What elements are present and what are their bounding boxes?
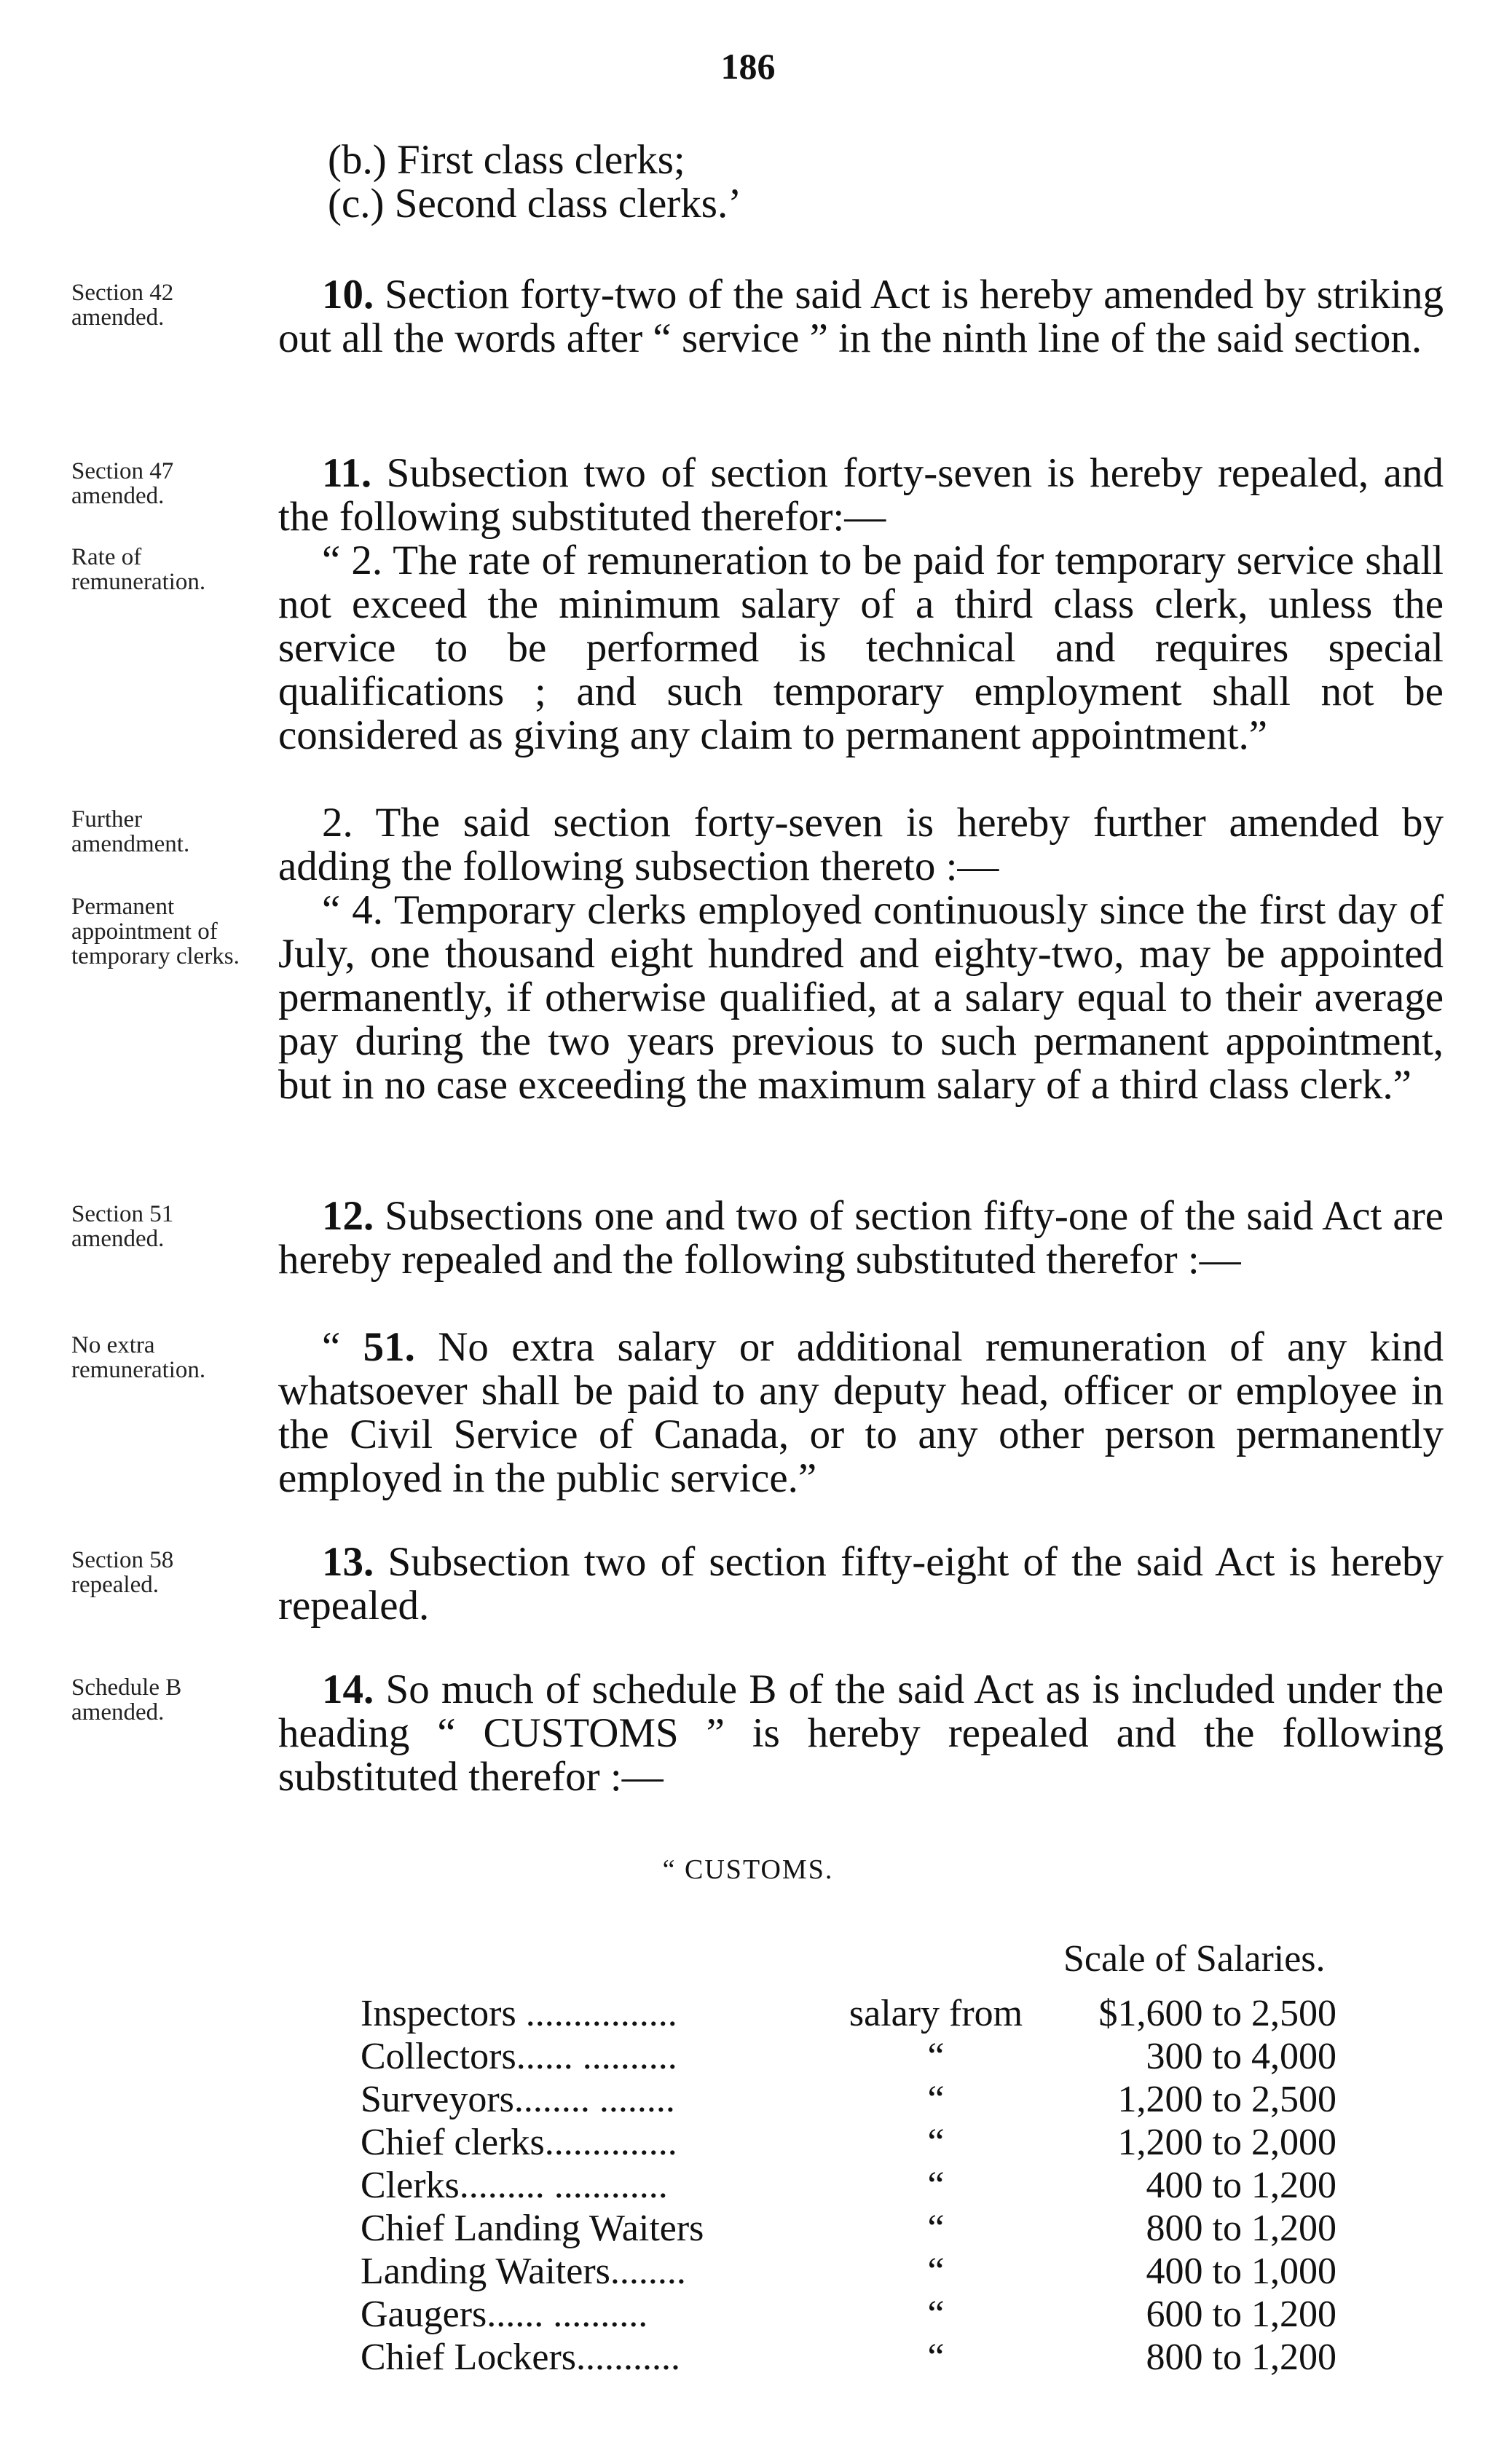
position-title: Clerks......... ............ [361, 2165, 668, 2206]
margin-note: Further amendment. [71, 806, 190, 857]
ditto-mark: “ [927, 2036, 945, 2077]
scale-of-salaries-heading: Scale of Salaries. [1063, 1938, 1326, 1980]
table-row [361, 2164, 1336, 2207]
salary-range: 800 to 1,200 [1146, 2208, 1336, 2249]
table-row [361, 2121, 1336, 2164]
customs-heading: “ CUSTOMS. [662, 1854, 834, 1885]
salary-range: 400 to 1,200 [1146, 2165, 1336, 2206]
ditto-mark: “ [927, 2122, 945, 2163]
position-title: Gaugers...... .......... [361, 2294, 648, 2335]
page-number: 186 [720, 46, 776, 87]
margin-note: No extra remuneration. [71, 1332, 206, 1383]
list-item: (b.) First class clerks; [328, 137, 685, 183]
salary-range: 800 to 1,200 [1146, 2337, 1336, 2378]
margin-note: Section 51 amended. [71, 1201, 174, 1252]
table-row [361, 1992, 1336, 2035]
ditto-mark: “ [927, 2294, 945, 2335]
margin-note: Section 47 amended. [71, 458, 174, 509]
table-row [361, 2078, 1336, 2121]
subsection-paragraph: “ 51. No extra salary or additional remuneration of any kind whatsoever shall be paid to any deputy head, officer or employee in the Civil Service of Canada, or to any other person permanently employed in the public service.” [278, 1324, 1444, 1501]
section-12 [278, 1194, 1444, 1282]
section-number: 13. [322, 1539, 374, 1585]
section-number: 10. [322, 272, 374, 318]
section-text: So much of schedule B of the said Act as is included under the heading “ CUSTOMS ” is hereby repealed and the following substituted therefor :— [278, 1666, 1444, 1800]
ditto-mark: “ [927, 2337, 945, 2378]
intro-list [328, 138, 1275, 226]
position-title: Chief Landing Waiters [361, 2208, 704, 2249]
position-title: Chief Lockers........... [361, 2337, 681, 2378]
subsection-paragraph: “ 4. Temporary clerks employed continuously since the first day of July, one thousand eight hundred and eighty-two, may be appointed permanently, if otherwise qualified, at a salary equal to their average pay during the two years previous to such permanent appointment, but in no case exceeding the maximum salary of a third class clerk.” [278, 887, 1444, 1108]
margin-note: Schedule B amended. [71, 1674, 182, 1725]
margin-note: Section 42 amended. [71, 280, 174, 331]
section-text: Subsection two of section fifty-eight of the said Act is hereby repealed. [278, 1539, 1444, 1629]
table-row [361, 2293, 1336, 2336]
section-number: 12. [322, 1193, 374, 1239]
ditto-mark: “ [927, 2251, 945, 2292]
salary-range: 1,200 to 2,000 [1117, 2122, 1336, 2163]
ditto-mark: “ [927, 2079, 945, 2120]
position-title: Surveyors........ ........ [361, 2079, 675, 2120]
section-number: 14. [322, 1666, 374, 1712]
section-10 [278, 273, 1444, 361]
section-text: Subsection two of section forty-seven is hereby repealed, and the following substituted therefor:— [278, 450, 1444, 540]
table-row [361, 2250, 1336, 2293]
margin-note: Permanent appointment of temporary clerks. [71, 894, 240, 969]
salary-range: 300 to 4,000 [1146, 2036, 1336, 2077]
section-text: No extra salary or additional remuneration of any kind whatsoever shall be paid to any deputy head, officer or employee in the Civil Service of Canada, or to any other person permanently employed in the public service.” [278, 1324, 1444, 1501]
subsection-paragraph: “ 2. The rate of remuneration to be paid for temporary service shall not exceed the minimum salary of a third class clerk, unless the service to be performed is technical and requires special qualifications ; and such temporary employment shall not be considered as giving any claim to permanent appointment.” [278, 538, 1444, 758]
section-14 [278, 1668, 1444, 1799]
salary-range: 600 to 1,200 [1146, 2294, 1336, 2335]
section-text: Section forty-two of the said Act is hereby amended by striking out all the words after “ service ” in the ninth line of the said section. [278, 272, 1444, 361]
position-title: Landing Waiters........ [361, 2251, 686, 2292]
table-row [361, 2035, 1336, 2078]
section-13 [278, 1540, 1444, 1628]
table-row [361, 2336, 1336, 2379]
list-item: (c.) Second class clerks.’ [328, 181, 742, 227]
ditto-mark: salary from [849, 1993, 1023, 2034]
ditto-mark: “ [927, 2208, 945, 2249]
section-number: 51. [363, 1324, 415, 1370]
ditto-mark: “ [927, 2165, 945, 2206]
position-title: Inspectors ................ [361, 1993, 677, 2034]
position-title: Collectors...... .......... [361, 2036, 677, 2077]
section-number: 11. [322, 450, 372, 496]
salary-table [361, 1992, 1336, 2379]
table-row [361, 2207, 1336, 2250]
salary-range: 1,200 to 2,500 [1117, 2079, 1336, 2120]
salary-range: 400 to 1,000 [1146, 2251, 1336, 2292]
margin-note: Rate of remuneration. [71, 544, 206, 595]
section-11 [278, 452, 1444, 539]
subsection-paragraph: 2. The said section forty-seven is hereby further amended by adding the following subsection thereto :— [278, 800, 1444, 889]
position-title: Chief clerks.............. [361, 2122, 677, 2163]
margin-note: Section 58 repealed. [71, 1547, 174, 1598]
section-text: Subsections one and two of section fifty-one of the said Act are hereby repealed and the following substituted therefor :— [278, 1193, 1444, 1283]
salary-range: $1,600 to 2,500 [1098, 1993, 1336, 2034]
